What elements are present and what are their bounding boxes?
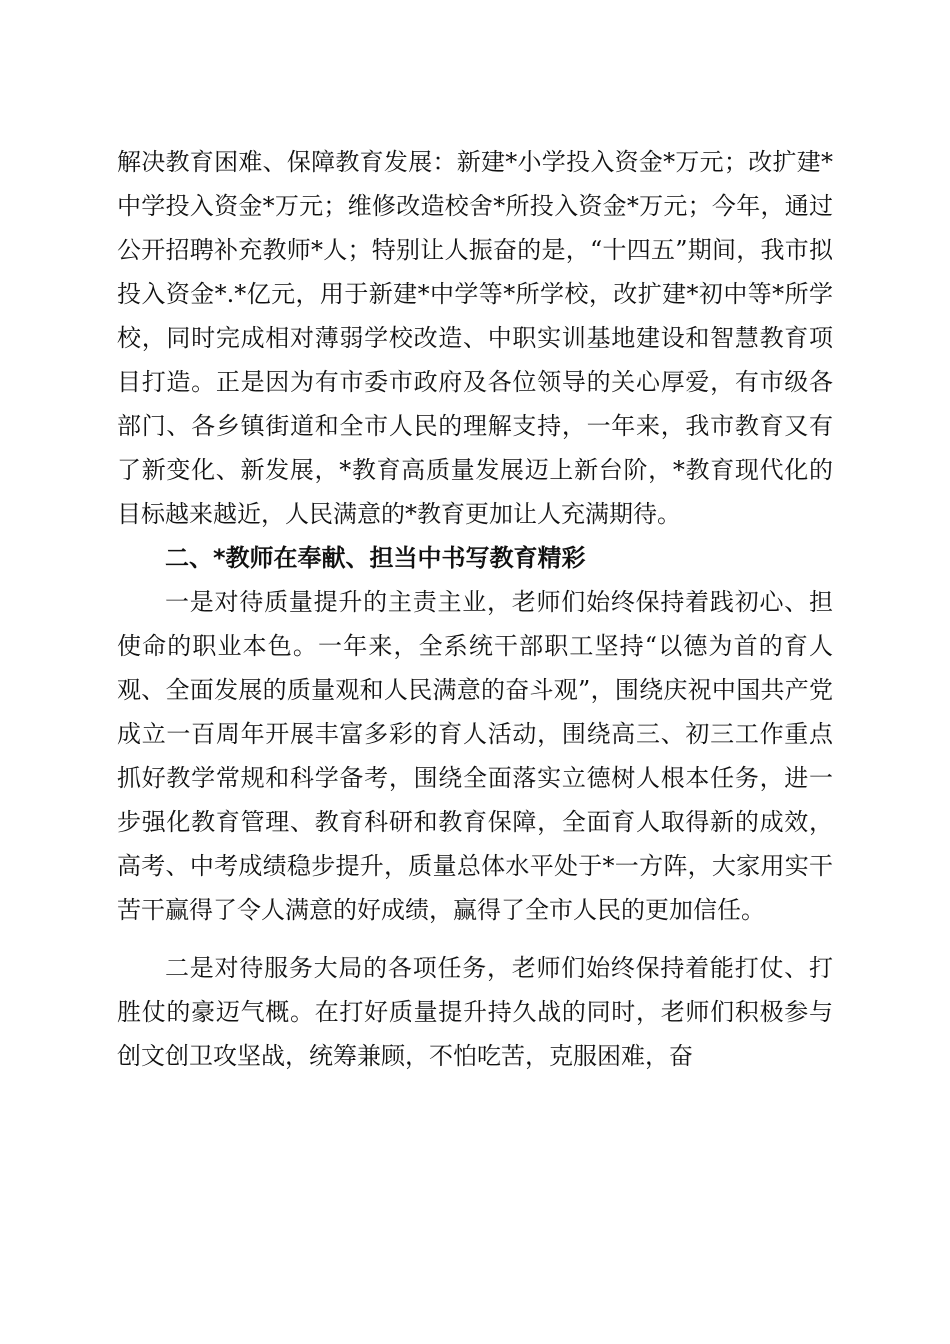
- body-paragraph: 二是对待服务大局的各项任务，老师们始终保持着能打仗、打胜仗的豪迈气概。在打好质量提升持久战的同时，老师们积极参与创文创卫攻坚战，统筹兼顾，不怕吃苦，克服困难，奋: [117, 954, 833, 1070]
- body-paragraph: 解决教育困难、保障教育发展：新建*小学投入资金*万元；改扩建*中学投入资金*万元；维修改造校舍*所投入资金*万元；今年，通过公开招聘补充教师*人；特别让人振奋的是，“十四五”期间，我市拟投入资金*.*亿元，用于新建*中学等*所学校，改扩建*初中等*所学校，同时完成相对薄弱学校改造、中职实训基地建设和智慧教育项目打造。正是因为有市委市政府及各位领导的关心厚爱，有市级各部门、各乡镇街道和全市人民的理解支持，一年来，我市教育又有了新变化、新发展，*教育高质量发展迈上新台阶，*教育现代化的目标越来越近，人民满意的*教育更加让人充满期待。: [117, 148, 833, 528]
- section-heading: 二、*教师在奉献、担当中书写教育精彩: [165, 544, 586, 572]
- document-body: [117, 140, 833, 1078]
- body-paragraph: 一是对待质量提升的主责主业，老师们始终保持着践初心、担使命的职业本色。一年来，全系统干部职工坚持“以德为首的育人观、全面发展的质量观和人民满意的奋斗观”，围绕庆祝中国共产党成立一百周年开展丰富多彩的育人活动，围绕高三、初三工作重点抓好教学常规和科学备考，围绕全面落实立德树人根本任务，进一步强化教育管理、教育科研和教育保障，全面育人取得新的成效，高考、中考成绩稳步提升，质量总体水平处于*一方阵，大家用实干苦干赢得了令人满意的好成绩，赢得了全市人民的更加信任。: [117, 588, 833, 924]
